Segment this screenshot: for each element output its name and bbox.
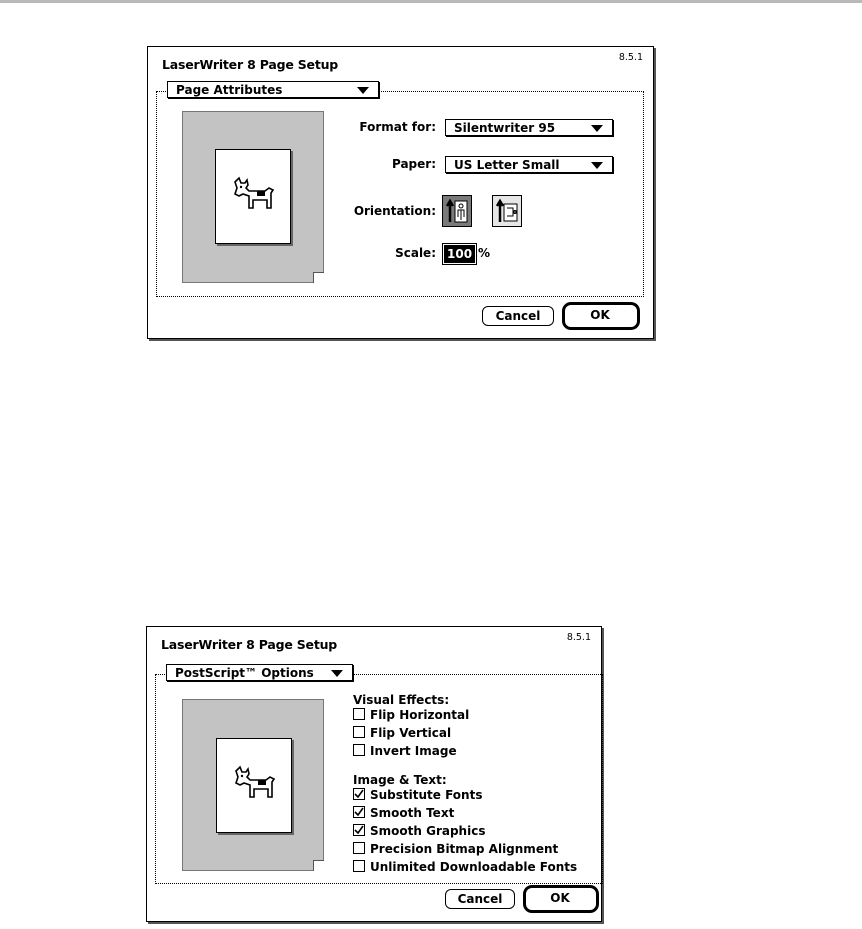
checkbox-row[interactable] xyxy=(353,787,482,803)
version-label: 8.5.1 xyxy=(618,52,643,63)
checkbox-row[interactable] xyxy=(353,743,457,759)
page-setup-dialog-page-attributes xyxy=(147,46,654,339)
landscape-orientation-icon xyxy=(493,196,521,226)
page-fold-corner xyxy=(313,860,324,871)
checkbox-row[interactable] xyxy=(353,823,485,839)
page-setup-dialog-postscript-options xyxy=(146,626,602,922)
checkbox-row[interactable] xyxy=(353,725,451,741)
chevron-down-icon xyxy=(357,87,369,94)
scale-unit: % xyxy=(478,246,491,260)
chevron-down-icon xyxy=(591,125,603,132)
cancel-button[interactable]: Cancel xyxy=(445,889,515,909)
checkbox-checked[interactable] xyxy=(353,824,365,836)
scale-input[interactable]: 100 xyxy=(444,245,475,263)
checkbox-label: Unlimited Downloadable Fonts xyxy=(370,860,578,874)
page-fold-corner xyxy=(313,272,324,283)
paper-preview xyxy=(216,738,292,833)
dogcow-icon xyxy=(232,763,278,803)
checkbox-unchecked[interactable] xyxy=(353,744,365,756)
dialog-title: LaserWriter 8 Page Setup xyxy=(162,57,339,72)
checkbox-checked[interactable] xyxy=(353,806,365,818)
format-for-value: Silentwriter 95 xyxy=(454,121,556,135)
checkbox-label: Substitute Fonts xyxy=(370,788,483,802)
checkbox-label: Smooth Graphics xyxy=(370,824,486,838)
checkmark-icon xyxy=(354,825,364,835)
visual-effects-heading: Visual Effects: xyxy=(353,693,450,707)
checkbox-row[interactable] xyxy=(353,707,469,723)
version-label: 8.5.1 xyxy=(566,632,591,643)
portrait-orientation-button[interactable] xyxy=(442,195,472,227)
cancel-button[interactable]: Cancel xyxy=(482,306,554,326)
paper-label: Paper: xyxy=(391,157,436,171)
top-divider xyxy=(0,0,862,3)
portrait-orientation-icon xyxy=(443,196,471,226)
scale-label: Scale: xyxy=(395,246,436,260)
chevron-down-icon xyxy=(591,162,603,169)
dogcow-icon xyxy=(231,174,277,214)
ok-button[interactable]: OK xyxy=(528,889,592,907)
ok-button[interactable]: OK xyxy=(567,306,633,324)
panel-menu-popup[interactable] xyxy=(167,81,379,98)
checkbox-label: Flip Vertical xyxy=(370,726,452,740)
orientation-label: Orientation: xyxy=(353,204,436,218)
checkbox-row[interactable] xyxy=(353,805,454,821)
checkbox-unchecked[interactable] xyxy=(353,842,365,854)
format-for-label: Format for: xyxy=(359,120,436,134)
checkbox-checked[interactable] xyxy=(353,788,365,800)
paper-preview xyxy=(215,149,291,244)
checkbox-row[interactable] xyxy=(353,859,577,875)
panel-menu-popup[interactable] xyxy=(166,664,353,681)
dialog-title: LaserWriter 8 Page Setup xyxy=(161,637,338,652)
checkbox-label: Precision Bitmap Alignment xyxy=(370,842,559,856)
paper-popup[interactable] xyxy=(445,156,613,173)
chevron-down-icon xyxy=(331,670,343,677)
page-preview-well xyxy=(182,699,324,871)
checkbox-unchecked[interactable] xyxy=(353,860,365,872)
checkbox-label: Flip Horizontal xyxy=(370,708,470,722)
panel-menu-label: PostScript™ Options xyxy=(175,666,314,680)
landscape-orientation-button[interactable] xyxy=(492,195,522,227)
image-text-heading: Image & Text: xyxy=(353,773,447,787)
paper-value: US Letter Small xyxy=(454,158,560,172)
format-for-popup[interactable] xyxy=(445,119,613,136)
checkbox-label: Smooth Text xyxy=(370,806,455,820)
checkmark-icon xyxy=(354,789,364,799)
panel-menu-label: Page Attributes xyxy=(176,83,283,97)
checkmark-icon xyxy=(354,807,364,817)
page-preview-well xyxy=(182,111,324,283)
checkbox-label: Invert Image xyxy=(370,744,457,758)
checkbox-row[interactable] xyxy=(353,841,558,857)
checkbox-unchecked[interactable] xyxy=(353,726,365,738)
checkbox-unchecked[interactable] xyxy=(353,708,365,720)
